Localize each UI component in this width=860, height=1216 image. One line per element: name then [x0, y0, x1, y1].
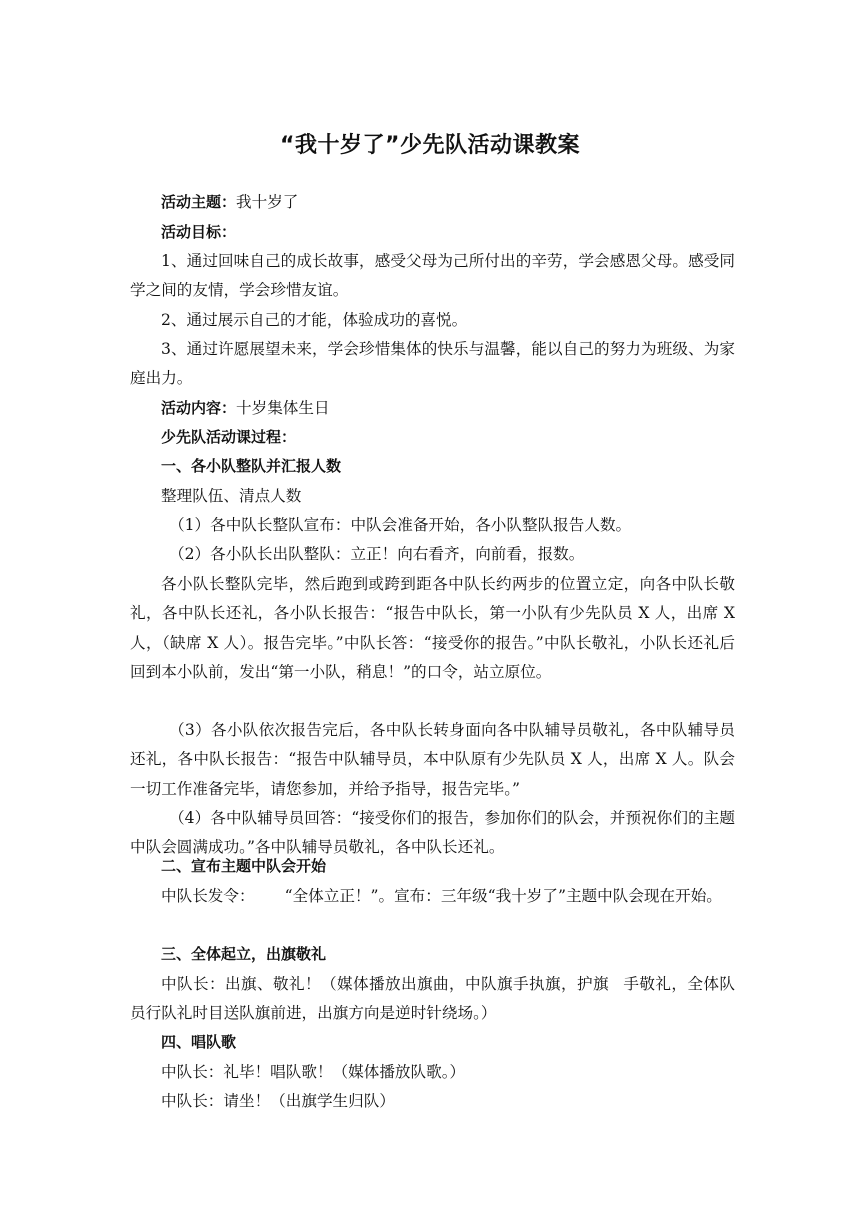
section-1-paragraph-2: （1）各中队长整队宣布：中队会准备开始，各小队整队报告人数。: [169, 516, 632, 534]
content-label: 活动内容：: [161, 399, 237, 417]
section-heading-3: 三、全体起立，出旗敬礼: [161, 945, 327, 963]
process-label: 少先队活动课过程：: [161, 428, 297, 446]
section-1-paragraph-3: （2）各小队长出队整队：立正！向右看齐，向前看，报数。: [169, 545, 585, 563]
theme-line: [130, 188, 735, 217]
goal-label: 活动目标：: [161, 223, 237, 241]
section-4-paragraph-2: 中队长：请坐！（出旗学生归队）: [161, 1092, 395, 1110]
section-3-paragraph-1: [130, 970, 735, 1029]
section-2-text-b: “全体立正！”。宣布：三年级“我十岁了”主题中队会现在开始。: [284, 887, 722, 905]
section-1-paragraph-6: （4）各中队辅导员回答：“接受你们的报告，参加你们的队会，并预祝你们的主题中队会圆满成功。”各中队辅导员敬礼，各中队长还礼。: [130, 809, 735, 857]
goal-item-2: 2、通过展示自己的才能，体验成功的喜悦。: [161, 311, 468, 329]
section-2-paragraph-1: [130, 882, 735, 911]
content-line: [130, 394, 735, 423]
goal-item-3: 3、通过许愿展望未来，学会珍惜集体的快乐与温馨，能以自己的努力为班级、为家庭出力。: [130, 340, 735, 388]
section-2-text-a: 中队长发令：: [161, 887, 255, 905]
goal-item-1: 1、通过回味自己的成长故事，感受父母为己所付出的辛劳，学会感恩父母。感受同学之间的友情，学会珍惜友谊。: [130, 252, 735, 300]
section-3-text-a: 中队长：出旗、敬礼！（媒体播放出旗曲，中队旗手执旗，护旗: [161, 975, 609, 993]
section-heading-1: 一、各小队整队并汇报人数: [161, 457, 342, 475]
theme-label: 活动主题：: [161, 193, 237, 211]
theme-value: 我十岁了: [236, 193, 299, 211]
document-title: “我十岁了”少先队活动课教案: [280, 133, 580, 158]
content-value: 十岁集体生日: [236, 399, 330, 417]
section-1-paragraph-5: （3）各小队依次报告完后，各中队长转身面向各中队辅导员敬礼，各中队辅导员还礼，各中队长报告：“报告中队辅导员，本中队原有少先队员 X 人，出席 X 人。队会一切工作准备完毕，请您参加，并给予指导，报告完毕。”: [130, 721, 735, 798]
section-4-paragraph-1: 中队长：礼毕！唱队歌！（媒体播放队歌。）: [161, 1063, 466, 1081]
section-heading-4: 四、唱队歌: [161, 1033, 237, 1051]
section-3-text-b: 手敬礼，全体队员行队礼时目送队旗前进，出旗方向是逆时针绕场。）: [130, 975, 735, 1023]
section-1-paragraph-1: 整理队伍、清点人数: [161, 487, 302, 505]
section-1-paragraph-4: 各小队长整队完毕，然后跑到或跨到距各中队长约两步的位置立定，向各中队长敬礼，各中队长还礼，各小队长报告：“报告中队长，第一小队有少先队员 X 人，出席 X 人，（缺席 X 人）。报告完毕。”中队长答：“接受你的报告。”中队长敬礼，小队长还礼后回到本小队前，发出“第一小队，稍息！”的口令，站立原位。: [130, 575, 735, 681]
section-heading-2: 二、宣布主题中队会开始: [161, 857, 327, 875]
